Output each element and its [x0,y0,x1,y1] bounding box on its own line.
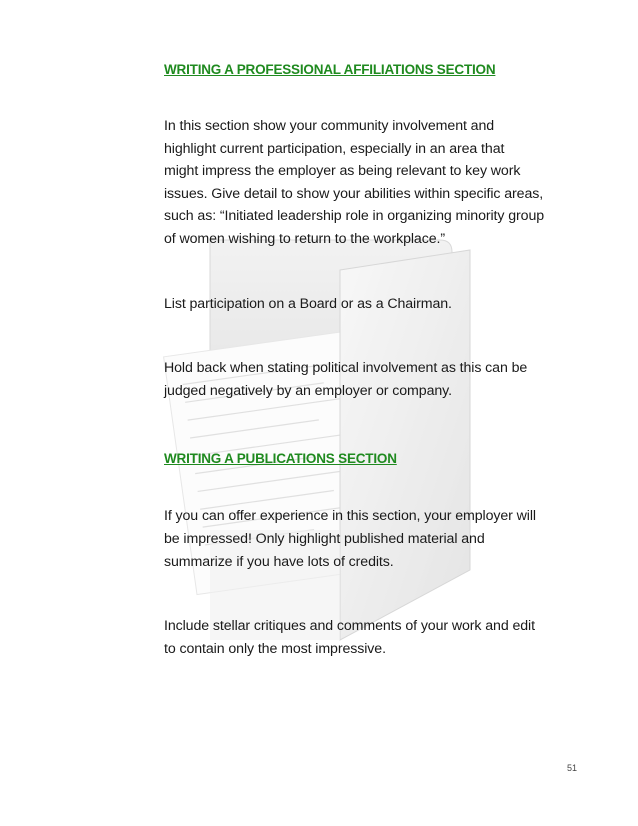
community-involvement-paragraph [164,115,594,251]
text-line: might impress the employer as being relevant to key work [164,163,521,180]
text-line: Hold back when stating political involvement as this can be [164,360,528,377]
professional-affiliations-heading: WRITING A PROFESSIONAL AFFILIATIONS SECTION [164,62,496,77]
text-line: issues. Give detail to show your abilities within specific areas, [164,185,544,202]
text-line: Include stellar critiques and comments of your work and edit [164,618,535,635]
text-line: of women wishing to return to the workplace.” [164,230,445,247]
political-involvement-paragraph [164,357,594,402]
text-line: List participation on a Board or as a Chairman. [164,295,452,312]
text-line: to contain only the most impressive. [164,640,386,657]
publications-heading: WRITING A PUBLICATIONS SECTION [164,451,397,467]
text-line: highlight current participation, especially in an area that [164,140,505,157]
text-line: be impressed! Only highlight published material and [164,530,485,547]
text-line: judged negatively by an employer or company. [164,382,452,399]
text-line: summarize if you have lots of credits. [164,553,394,570]
page-number: 51 [567,763,578,773]
page-content [164,62,594,660]
board-participation-paragraph [164,293,594,316]
text-line: If you can offer experience in this section, your employer will [164,508,536,525]
publications-experience-paragraph [164,505,594,573]
text-line: In this section show your community involvement and [164,118,495,134]
critiques-paragraph [164,615,594,660]
text-line: such as: “Initiated leadership role in organizing minority group [164,208,545,225]
